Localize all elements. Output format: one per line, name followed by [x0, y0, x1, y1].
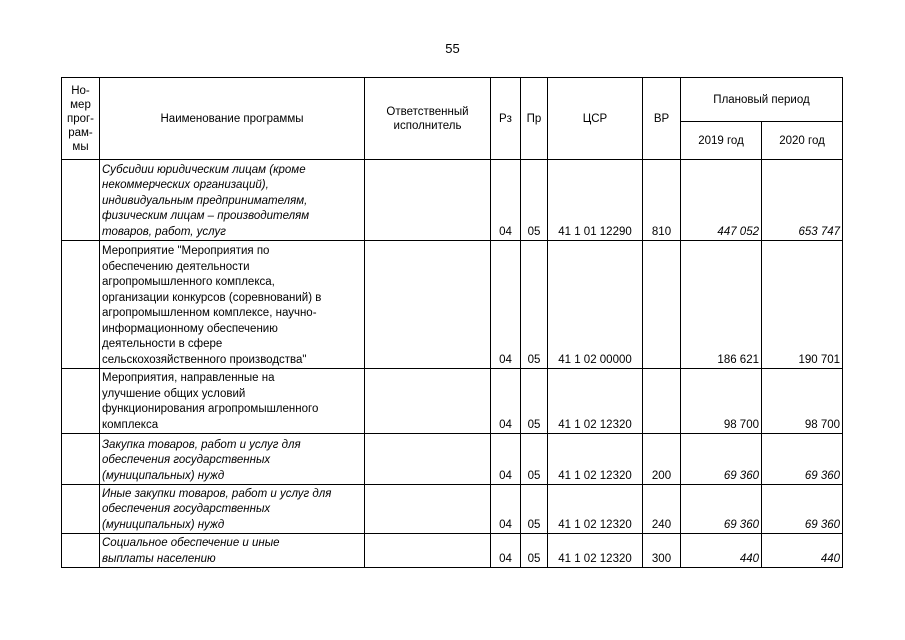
- cell-program-number: [62, 485, 100, 534]
- table-row: [62, 534, 843, 568]
- cell-program-name: [100, 369, 365, 434]
- header-year-2020: 2020 год: [762, 122, 843, 160]
- name-line: физическим лицам – производителям: [102, 210, 310, 222]
- cell-executor: [365, 160, 491, 241]
- header-program-name: Наименование программы: [100, 78, 365, 160]
- table-row: [62, 160, 843, 241]
- name-line: товаров, работ, услуг: [102, 225, 226, 238]
- table-row: [62, 434, 843, 485]
- cell-vr: [643, 369, 681, 434]
- name-line: функционирования агропромышленного: [102, 403, 319, 415]
- cell-2019: 98 700: [681, 369, 762, 434]
- cell-csr: 41 1 02 00000: [548, 241, 643, 369]
- cell-vr: 200: [643, 434, 681, 485]
- name-line: Мероприятие "Мероприятия по: [102, 245, 270, 257]
- cell-pr: 05: [521, 160, 548, 241]
- cell-csr: 41 1 01 12290: [548, 160, 643, 241]
- cell-rz: 04: [491, 241, 521, 369]
- name-line: комплекса: [102, 418, 159, 431]
- cell-pr: 05: [521, 434, 548, 485]
- name-line: информационному обеспечению: [102, 322, 278, 335]
- cell-2020: 190 701: [762, 241, 843, 369]
- name-line: Социальное обеспечение и иные: [102, 537, 280, 549]
- name-line: организации конкурсов (соревнований) в: [102, 291, 322, 304]
- cell-2020: 440: [762, 534, 843, 568]
- cell-executor: [365, 485, 491, 534]
- cell-2019: 440: [681, 534, 762, 568]
- name-line: Закупка товаров, работ и услуг для: [102, 438, 301, 451]
- cell-rz: 04: [491, 160, 521, 241]
- cell-program-number: [62, 534, 100, 568]
- header-program-number: Но- мер прог- рам- мы: [62, 78, 100, 160]
- header-executor: Ответственный исполнитель: [365, 78, 491, 160]
- cell-program-name: [100, 160, 365, 241]
- cell-program-name: [100, 434, 365, 485]
- header-vr: ВР: [643, 78, 681, 160]
- cell-csr: 41 1 02 12320: [548, 369, 643, 434]
- cell-executor: [365, 369, 491, 434]
- cell-vr: 810: [643, 160, 681, 241]
- cell-pr: 05: [521, 369, 548, 434]
- table-row: [62, 369, 843, 434]
- header-pr: Пр: [521, 78, 548, 160]
- cell-program-name: [100, 534, 365, 568]
- cell-executor: [365, 241, 491, 369]
- name-line: выплаты населению: [102, 552, 216, 565]
- page-number: 55: [445, 41, 460, 56]
- cell-program-name: [100, 241, 365, 369]
- cell-program-number: [62, 369, 100, 434]
- name-line: деятельности в сфере: [102, 338, 223, 350]
- name-line: сельскохозяйственного производства": [102, 353, 307, 366]
- name-line: индивидуальным предпринимателям,: [102, 194, 308, 207]
- cell-2019: 447 052: [681, 160, 762, 241]
- name-line: (муниципальных) нужд: [102, 518, 225, 531]
- header-planned-period: Плановый период: [681, 78, 843, 122]
- budget-table: [61, 77, 843, 568]
- cell-vr: 300: [643, 534, 681, 568]
- cell-program-number: [62, 434, 100, 485]
- name-line: обеспечению деятельности: [102, 260, 250, 273]
- name-line: Мероприятия, направленные на: [102, 372, 275, 384]
- name-line: некоммерческих организаций),: [102, 179, 269, 191]
- cell-rz: 04: [491, 534, 521, 568]
- cell-csr: 41 1 02 12320: [548, 534, 643, 568]
- table-row: [62, 241, 843, 369]
- cell-2019: 69 360: [681, 485, 762, 534]
- cell-2019: 69 360: [681, 434, 762, 485]
- header-rz: Рз: [491, 78, 521, 160]
- header-year-2019: 2019 год: [681, 122, 762, 160]
- name-line: Иные закупки товаров, работ и услуг для: [102, 487, 332, 500]
- name-line: улучшение общих условий: [102, 387, 246, 400]
- cell-pr: 05: [521, 241, 548, 369]
- cell-2020: 98 700: [762, 369, 843, 434]
- name-line: Субсидии юридическим лицам (кроме: [102, 163, 306, 176]
- cell-vr: 240: [643, 485, 681, 534]
- cell-pr: 05: [521, 485, 548, 534]
- cell-pr: 05: [521, 534, 548, 568]
- table-row: [62, 485, 843, 534]
- name-line: (муниципальных) нужд: [102, 469, 225, 482]
- name-line: агропромышленном комплексе, научно-: [102, 307, 317, 319]
- cell-rz: 04: [491, 434, 521, 485]
- cell-csr: 41 1 02 12320: [548, 485, 643, 534]
- cell-program-number: [62, 241, 100, 369]
- name-line: агропромышленного комплекса,: [102, 276, 275, 288]
- cell-2019: 186 621: [681, 241, 762, 369]
- cell-rz: 04: [491, 369, 521, 434]
- cell-2020: 653 747: [762, 160, 843, 241]
- name-line: обеспечения государственных: [102, 503, 271, 515]
- cell-executor: [365, 534, 491, 568]
- cell-program-number: [62, 160, 100, 241]
- cell-2020: 69 360: [762, 485, 843, 534]
- cell-program-name: [100, 485, 365, 534]
- cell-2020: 69 360: [762, 434, 843, 485]
- header-csr: ЦСР: [548, 78, 643, 160]
- cell-vr: [643, 241, 681, 369]
- cell-rz: 04: [491, 485, 521, 534]
- name-line: обеспечения государственных: [102, 454, 271, 466]
- cell-executor: [365, 434, 491, 485]
- cell-csr: 41 1 02 12320: [548, 434, 643, 485]
